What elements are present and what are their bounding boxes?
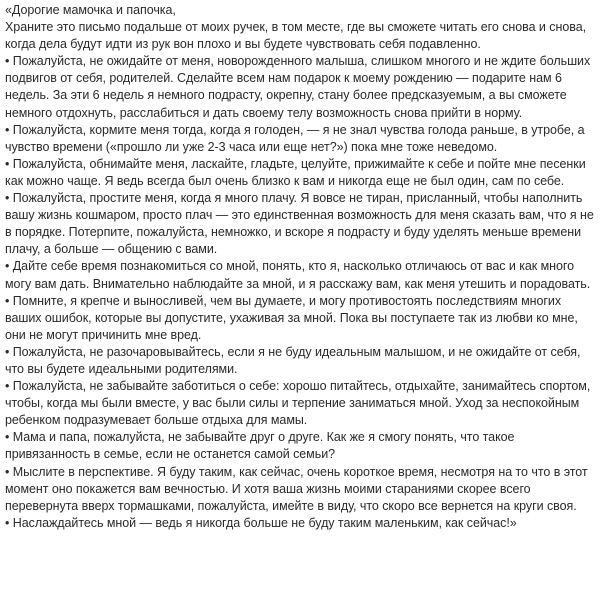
letter-item: • Пожалуйста, обнимайте меня, ласкайте, гладьте, целуйте, прижимайте к себе и пойте мне песенки как можно чаще. Я ведь всегда был очень близко к вам и никогда еще не был один, сам по себе. [5, 156, 586, 188]
letter-item: • Дайте себе время познакомиться со мной, понять, кто я, насколько отличаюсь от вас и как много могу вам дать. Внимательно наблюдайте за мной, и я расскажу вам, как меня утешить и порадовать. [5, 259, 591, 291]
letter-greeting: «Дорогие мамочка и папочка, [5, 3, 176, 17]
letter-text [5, 2, 597, 532]
letter-item: • Пожалуйста, кормите меня тогда, когда я голоден, — я не знал чувства голода раньше, в утробе, а чувство времени («прошло ли уже 2-3 часа или еще нет?») пока мне тоже неведомо. [5, 122, 585, 154]
letter-item: • Пожалуйста, простите меня, когда я много плачу. Я вовсе не тиран, присланный, чтобы наполнить вашу жизнь кошмаром, просто плач — это единственная возможность для меня сказать вам, что я не в порядке. Потерпите, пожалуйста, немножко, и вскоре я подрасту и буду уделять меньше времени плачу, а больше — общению с вами. [5, 191, 594, 257]
letter-item: • Пожалуйста, не разочаровывайтесь, если я не буду идеальным малышом, и не ожидайте от себя, что вы будете идеальными родителями. [5, 344, 581, 376]
letter-item: • Наслаждайтесь мной — ведь я никогда больше не буду таким маленьким, как сейчас!» [5, 515, 517, 530]
letter-item: • Мама и папа, пожалуйста, не забывайте друг о друге. Как же я смогу понять, что такое привязанность в семье, если не останется самой семьи? [5, 430, 515, 462]
letter-item: • Помните, я крепче и выносливей, чем вы думаете, и могу противостоять последствиям многих ваших ошибок, которые вы допустите, ухаживая за мной. Пока вы поступаете так из любви ко мне, они не могут причинить мне вред. [5, 293, 578, 342]
letter-item: • Пожалуйста, не забывайте заботиться о себе: хорошо питайтесь, отдыхайте, занимайтесь спортом, чтобы, когда мы были вместе, у вас были силы и терпение заниматься мной. Уход за неспокойным ребенком подразумевает больше отдыха для мамы. [5, 379, 591, 428]
letter-intro: Храните это письмо подальше от моих ручек, в том месте, где вы сможете читать его снова и снова, когда дела будут идти из рук вон плохо и вы будете чувствовать себя подавленно. [5, 20, 587, 52]
letter-item: • Пожалуйста, не ожидайте от меня, новорожденного малыша, слишком многого и не ждите больших подвигов от себя, родителей. Сделайте всем нам подарок к моему рождению — подарите нам 6 недель. За эти 6 недель я немного подрасту, окрепну, стану более предсказуемым, а вы сможете немного отдохнуть, расслабиться и дать своему телу возможность снова прийти в норму. [5, 54, 591, 120]
letter-item: • Мыслите в перспективе. Я буду таким, как сейчас, очень короткое время, несмотря на то что в этот момент оно покажется вам вечностью. И хотя ваша жизнь моими стараниями скорее всего перевернута вверх тормашками, пожалуйста, имейте в виду, что скоро все вернется на круги своя. [5, 464, 588, 513]
